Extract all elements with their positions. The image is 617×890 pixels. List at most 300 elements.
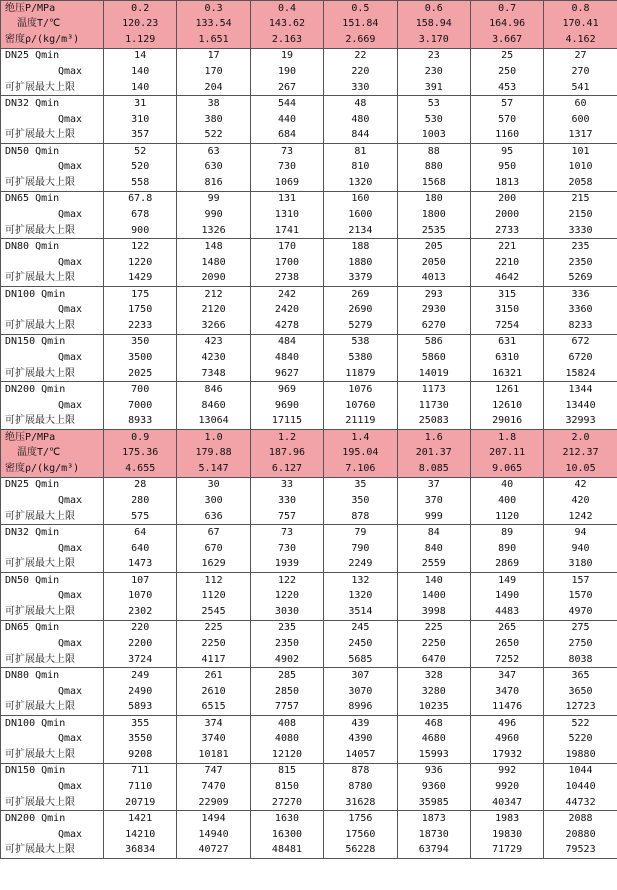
qmax-cell: 250 (470, 64, 543, 80)
upper-cell: 21119 (324, 414, 397, 430)
qmax-cell: 2490 (104, 684, 177, 700)
qmax-cell: 2350 (250, 636, 323, 652)
upper-cell: 14057 (324, 747, 397, 763)
upper-limit-label (1, 175, 104, 191)
qmax-label (1, 302, 104, 318)
qmax-cell: 220 (324, 64, 397, 80)
upper-limit-label (1, 604, 104, 620)
qmin-cell: 73 (250, 144, 323, 160)
qmax-label-text-0: Qmax (58, 399, 83, 411)
qmin-cell: 293 (397, 287, 470, 303)
qmin-cell: 28 (104, 477, 177, 493)
temperature-cell: 175.36 (104, 445, 177, 461)
qmax-cell: 280 (104, 493, 177, 509)
table-row-qmax (1, 636, 617, 652)
upper-limit-label (1, 843, 104, 859)
table-row-qmin (1, 668, 617, 684)
header-row-temperature (1, 16, 617, 32)
qmin-cell: 374 (177, 716, 250, 732)
upper-cell: 2738 (250, 271, 323, 287)
qmax-cell: 640 (104, 541, 177, 557)
pressure-cell: 0.7 (470, 1, 543, 17)
upper-cell: 29016 (470, 414, 543, 430)
table-row-qmax (1, 255, 617, 271)
dn-qmin-label (1, 144, 104, 160)
upper-cell: 1320 (324, 175, 397, 191)
dn-qmin-label-text-1: Qmin (41, 813, 66, 825)
qmax-cell: 17560 (324, 827, 397, 843)
qmin-cell: 936 (397, 763, 470, 779)
temperature-cell: 151.84 (324, 16, 397, 32)
upper-cell: 12723 (544, 700, 617, 716)
qmin-cell: 878 (324, 763, 397, 779)
qmax-cell: 1320 (324, 588, 397, 604)
qmax-cell: 12610 (470, 398, 543, 414)
qmax-cell: 1600 (324, 207, 397, 223)
qmax-cell: 3550 (104, 731, 177, 747)
table-row-qmin (1, 477, 617, 493)
qmax-cell: 990 (177, 207, 250, 223)
qmin-cell: 220 (104, 620, 177, 636)
upper-limit-label (1, 747, 104, 763)
qmin-cell: 31 (104, 96, 177, 112)
upper-cell: 636 (177, 509, 250, 525)
table-row-upper (1, 366, 617, 382)
pressure-cell: 1.0 (177, 430, 250, 446)
qmax-cell: 440 (250, 112, 323, 128)
qmax-label-text-0: Qmax (58, 113, 83, 125)
qmax-cell: 4390 (324, 731, 397, 747)
qmax-cell: 2210 (470, 255, 543, 271)
qmax-cell: 530 (397, 112, 470, 128)
table-row-upper (1, 700, 617, 716)
qmax-cell: 570 (470, 112, 543, 128)
upper-cell: 844 (324, 128, 397, 144)
qmin-cell: 200 (470, 191, 543, 207)
dn-qmin-label-text-1: Qmin (35, 193, 60, 205)
dn-qmin-label (1, 334, 104, 350)
density-cell: 6.127 (250, 461, 323, 477)
qmin-cell: 544 (250, 96, 323, 112)
qmax-cell: 10760 (324, 398, 397, 414)
temperature-label (1, 445, 104, 461)
table-row-qmax (1, 159, 617, 175)
dn-qmin-label-text-0: DN65 (5, 622, 30, 634)
dn-qmin-label-text-0: DN100 (5, 717, 36, 729)
pressure-cell: 0.4 (250, 1, 323, 17)
upper-cell: 3180 (544, 557, 617, 573)
upper-cell: 1242 (544, 509, 617, 525)
qmin-cell: 40 (470, 477, 543, 493)
upper-cell: 1317 (544, 128, 617, 144)
qmin-cell: 37 (397, 477, 470, 493)
upper-cell: 3266 (177, 318, 250, 334)
qmax-cell: 2250 (397, 636, 470, 652)
temperature-label-text-0: 温度T/℃ (17, 447, 61, 459)
qmin-cell: 122 (250, 573, 323, 589)
qmax-cell: 1750 (104, 302, 177, 318)
table-row-upper (1, 843, 617, 859)
upper-cell: 36834 (104, 843, 177, 859)
dn-qmin-label (1, 477, 104, 493)
qmin-cell: 38 (177, 96, 250, 112)
dn-qmin-label-text-1: Qmin (35, 50, 60, 62)
upper-limit-label-text-0: 可扩展最大上限 (5, 415, 75, 427)
qmax-cell: 7470 (177, 779, 250, 795)
dn-qmin-label (1, 620, 104, 636)
qmin-cell: 73 (250, 525, 323, 541)
upper-cell: 1326 (177, 223, 250, 239)
pressure-cell: 2.0 (544, 430, 617, 446)
qmin-cell: 1173 (397, 382, 470, 398)
density-label-text-0: 密度ρ/(kg/m³) (5, 33, 80, 45)
upper-cell: 3514 (324, 604, 397, 620)
qmax-cell: 190 (250, 64, 323, 80)
qmax-cell: 890 (470, 541, 543, 557)
upper-limit-label (1, 509, 104, 525)
qmin-cell: 67 (177, 525, 250, 541)
table-row-qmax (1, 112, 617, 128)
qmin-cell: 157 (544, 573, 617, 589)
table-row-qmin (1, 48, 617, 64)
upper-limit-label-text-0: 可扩展最大上限 (5, 320, 75, 331)
pressure-cell: 1.6 (397, 430, 470, 446)
upper-cell: 453 (470, 80, 543, 96)
temperature-cell: 187.96 (250, 445, 323, 461)
upper-cell: 1568 (397, 175, 470, 191)
qmin-cell: 2088 (544, 811, 617, 827)
table-row-qmin (1, 716, 617, 732)
qmin-cell: 221 (470, 239, 543, 255)
upper-cell: 12120 (250, 747, 323, 763)
upper-cell: 558 (104, 175, 177, 191)
temperature-cell: 201.37 (397, 445, 470, 461)
header-row-temperature (1, 445, 617, 461)
qmax-cell: 7110 (104, 779, 177, 795)
qmin-cell: 132 (324, 573, 397, 589)
table-row-qmax (1, 64, 617, 80)
table-row-upper (1, 557, 617, 573)
qmin-cell: 1044 (544, 763, 617, 779)
upper-limit-label-text-0: 可扩展最大上限 (5, 796, 75, 808)
qmax-cell: 600 (544, 112, 617, 128)
upper-cell: 391 (397, 80, 470, 96)
table-row-upper (1, 128, 617, 144)
upper-cell: 11879 (324, 366, 397, 382)
qmin-cell: 846 (177, 382, 250, 398)
qmax-cell: 380 (177, 112, 250, 128)
upper-cell: 2233 (104, 318, 177, 334)
qmax-cell: 13440 (544, 398, 617, 414)
qmin-cell: 25 (470, 48, 543, 64)
qmax-label-text-0: Qmax (58, 590, 83, 602)
qmax-label (1, 827, 104, 843)
qmax-label-text-0: Qmax (58, 66, 83, 77)
qmin-cell: 53 (397, 96, 470, 112)
dn-qmin-label (1, 716, 104, 732)
qmin-cell: 14 (104, 48, 177, 64)
qmax-cell: 6310 (470, 350, 543, 366)
qmax-cell: 880 (397, 159, 470, 175)
table-row-qmin (1, 191, 617, 207)
qmin-cell: 27 (544, 48, 617, 64)
dn-qmin-label-text-0: DN32 (5, 527, 30, 539)
qmin-cell: 631 (470, 334, 543, 350)
qmax-cell: 330 (250, 493, 323, 509)
qmax-cell: 2250 (177, 636, 250, 652)
qmin-cell: 122 (104, 239, 177, 255)
table-row-upper (1, 509, 617, 525)
qmin-cell: 17 (177, 48, 250, 64)
qmax-cell: 1220 (104, 255, 177, 271)
upper-cell: 5893 (104, 700, 177, 716)
qmin-cell: 235 (250, 620, 323, 636)
qmin-cell: 94 (544, 525, 617, 541)
upper-cell: 2025 (104, 366, 177, 382)
temperature-cell: 179.88 (177, 445, 250, 461)
table-row-qmax (1, 350, 617, 366)
qmax-label (1, 493, 104, 509)
qmin-cell: 969 (250, 382, 323, 398)
pressure-cell: 1.2 (250, 430, 323, 446)
qmin-cell: 347 (470, 668, 543, 684)
dn-qmin-label-text-1: Qmin (41, 288, 66, 300)
upper-limit-label-text-0: 可扩展最大上限 (5, 367, 75, 379)
qmin-cell: 439 (324, 716, 397, 732)
table-row-upper (1, 747, 617, 763)
qmin-cell: 23 (397, 48, 470, 64)
qmax-label (1, 684, 104, 700)
qmin-cell: 131 (250, 191, 323, 207)
dn-qmin-label-text-1: Qmin (35, 527, 60, 539)
dn-qmin-label (1, 668, 104, 684)
upper-cell: 757 (250, 509, 323, 525)
qmax-cell: 2200 (104, 636, 177, 652)
header-row-density (1, 461, 617, 477)
qmin-cell: 205 (397, 239, 470, 255)
qmax-cell: 630 (177, 159, 250, 175)
table-row-qmin (1, 96, 617, 112)
table-row-upper (1, 795, 617, 811)
qmax-cell: 810 (324, 159, 397, 175)
upper-cell: 25083 (397, 414, 470, 430)
upper-cell: 4970 (544, 604, 617, 620)
qmin-cell: 1344 (544, 382, 617, 398)
upper-cell: 63794 (397, 843, 470, 859)
table-row-qmin (1, 573, 617, 589)
table-row-qmax (1, 207, 617, 223)
upper-cell: 1473 (104, 557, 177, 573)
qmin-cell: 67.8 (104, 191, 177, 207)
qmax-cell: 9360 (397, 779, 470, 795)
upper-cell: 1069 (250, 175, 323, 191)
qmax-label-text-0: Qmax (58, 352, 83, 364)
qmin-cell: 19 (250, 48, 323, 64)
qmax-cell: 6720 (544, 350, 617, 366)
density-label (1, 461, 104, 477)
qmin-cell: 1421 (104, 811, 177, 827)
qmax-cell: 2150 (544, 207, 617, 223)
upper-limit-label-text-0: 可扩展最大上限 (5, 81, 75, 93)
qmin-cell: 81 (324, 144, 397, 160)
qmin-cell: 1983 (470, 811, 543, 827)
upper-cell: 9208 (104, 747, 177, 763)
table-row-upper (1, 652, 617, 668)
qmin-cell: 269 (324, 287, 397, 303)
qmax-label-text-0: Qmax (58, 542, 83, 554)
qmin-cell: 815 (250, 763, 323, 779)
qmax-cell: 1800 (397, 207, 470, 223)
qmin-cell: 212 (177, 287, 250, 303)
table-row-qmax (1, 541, 617, 557)
qmax-cell: 940 (544, 541, 617, 557)
upper-limit-label (1, 795, 104, 811)
dn-qmin-label-text-0: DN25 (5, 479, 30, 491)
qmin-cell: 215 (544, 191, 617, 207)
upper-limit-label (1, 700, 104, 716)
upper-cell: 22909 (177, 795, 250, 811)
temperature-cell: 158.94 (397, 16, 470, 32)
upper-limit-label (1, 271, 104, 287)
density-cell: 1.129 (104, 32, 177, 48)
qmax-cell: 2450 (324, 636, 397, 652)
pressure-cell: 0.3 (177, 1, 250, 17)
qmax-label (1, 731, 104, 747)
upper-cell: 16321 (470, 366, 543, 382)
upper-cell: 7254 (470, 318, 543, 334)
qmax-cell: 3360 (544, 302, 617, 318)
qmax-label-text-0: Qmax (58, 828, 83, 840)
upper-cell: 2090 (177, 271, 250, 287)
upper-cell: 2058 (544, 175, 617, 191)
upper-cell: 8933 (104, 414, 177, 430)
qmin-cell: 355 (104, 716, 177, 732)
dn-qmin-label-text-1: Qmin (35, 241, 60, 253)
qmax-label-text-0: Qmax (58, 781, 83, 793)
upper-cell: 6515 (177, 700, 250, 716)
upper-cell: 14019 (397, 366, 470, 382)
upper-cell: 15993 (397, 747, 470, 763)
upper-cell: 56228 (324, 843, 397, 859)
upper-limit-label-text-0: 可扩展最大上限 (5, 510, 75, 522)
qmax-cell: 4840 (250, 350, 323, 366)
dn-qmin-label-text-1: Qmin (35, 145, 60, 157)
qmax-cell: 1570 (544, 588, 617, 604)
table-row-qmin (1, 239, 617, 255)
qmax-cell: 3070 (324, 684, 397, 700)
qmin-cell: 275 (544, 620, 617, 636)
upper-cell: 2559 (397, 557, 470, 573)
table-row-qmin (1, 620, 617, 636)
upper-cell: 8996 (324, 700, 397, 716)
qmax-cell: 1120 (177, 588, 250, 604)
table-body (1, 1, 617, 859)
upper-limit-label-text-0: 可扩展最大上限 (5, 129, 75, 141)
upper-cell: 522 (177, 128, 250, 144)
qmax-label-text-0: Qmax (58, 209, 83, 221)
table-row-qmax (1, 302, 617, 318)
qmax-cell: 350 (324, 493, 397, 509)
qmin-cell: 35 (324, 477, 397, 493)
upper-cell: 2733 (470, 223, 543, 239)
upper-cell: 10235 (397, 700, 470, 716)
upper-limit-label-text-0: 可扩展最大上限 (5, 844, 75, 856)
upper-limit-label (1, 128, 104, 144)
qmax-cell: 2690 (324, 302, 397, 318)
dn-qmin-label-text-0: DN200 (5, 813, 36, 825)
upper-cell: 3030 (250, 604, 323, 620)
table-row-upper (1, 271, 617, 287)
qmin-cell: 33 (250, 477, 323, 493)
upper-cell: 48481 (250, 843, 323, 859)
qmax-label (1, 159, 104, 175)
qmin-cell: 315 (470, 287, 543, 303)
upper-cell: 5279 (324, 318, 397, 334)
upper-cell: 1003 (397, 128, 470, 144)
qmax-cell: 3650 (544, 684, 617, 700)
qmax-label-text-0: Qmax (58, 638, 83, 650)
qmax-cell: 2610 (177, 684, 250, 700)
pressure-cell: 0.2 (104, 1, 177, 17)
upper-cell: 1120 (470, 509, 543, 525)
qmax-cell: 4230 (177, 350, 250, 366)
qmin-cell: 95 (470, 144, 543, 160)
qmin-cell: 60 (544, 96, 617, 112)
upper-cell: 1429 (104, 271, 177, 287)
qmax-label (1, 350, 104, 366)
qmax-cell: 4680 (397, 731, 470, 747)
qmax-cell: 1220 (250, 588, 323, 604)
qmax-cell: 950 (470, 159, 543, 175)
qmin-cell: 52 (104, 144, 177, 160)
qmax-cell: 2350 (544, 255, 617, 271)
table-row-qmin (1, 382, 617, 398)
upper-cell: 4013 (397, 271, 470, 287)
pressure-cell: 0.9 (104, 430, 177, 446)
pressure-cell: 1.8 (470, 430, 543, 446)
qmax-cell: 1310 (250, 207, 323, 223)
qmax-label (1, 255, 104, 271)
dn-qmin-label (1, 763, 104, 779)
qmin-cell: 101 (544, 144, 617, 160)
qmax-cell: 1490 (470, 588, 543, 604)
upper-cell: 3330 (544, 223, 617, 239)
header-row-pressure (1, 1, 617, 17)
qmax-label-text-0: Qmax (58, 304, 83, 316)
qmin-cell: 1630 (250, 811, 323, 827)
qmax-cell: 5220 (544, 731, 617, 747)
pressure-cell: 0.8 (544, 1, 617, 17)
density-cell: 4.162 (544, 32, 617, 48)
qmin-cell: 140 (397, 573, 470, 589)
qmax-cell: 1070 (104, 588, 177, 604)
qmax-cell: 2850 (250, 684, 323, 700)
table-row-qmin (1, 811, 617, 827)
qmin-cell: 249 (104, 668, 177, 684)
pressure-cell: 0.5 (324, 1, 397, 17)
qmin-cell: 64 (104, 525, 177, 541)
qmax-cell: 1400 (397, 588, 470, 604)
qmax-label (1, 64, 104, 80)
upper-cell: 267 (250, 80, 323, 96)
upper-cell: 684 (250, 128, 323, 144)
header-row-density (1, 32, 617, 48)
upper-cell: 79523 (544, 843, 617, 859)
qmax-cell: 11730 (397, 398, 470, 414)
qmax-cell: 300 (177, 493, 250, 509)
qmax-cell: 9690 (250, 398, 323, 414)
dn-qmin-label-text-1: Qmin (35, 670, 60, 682)
